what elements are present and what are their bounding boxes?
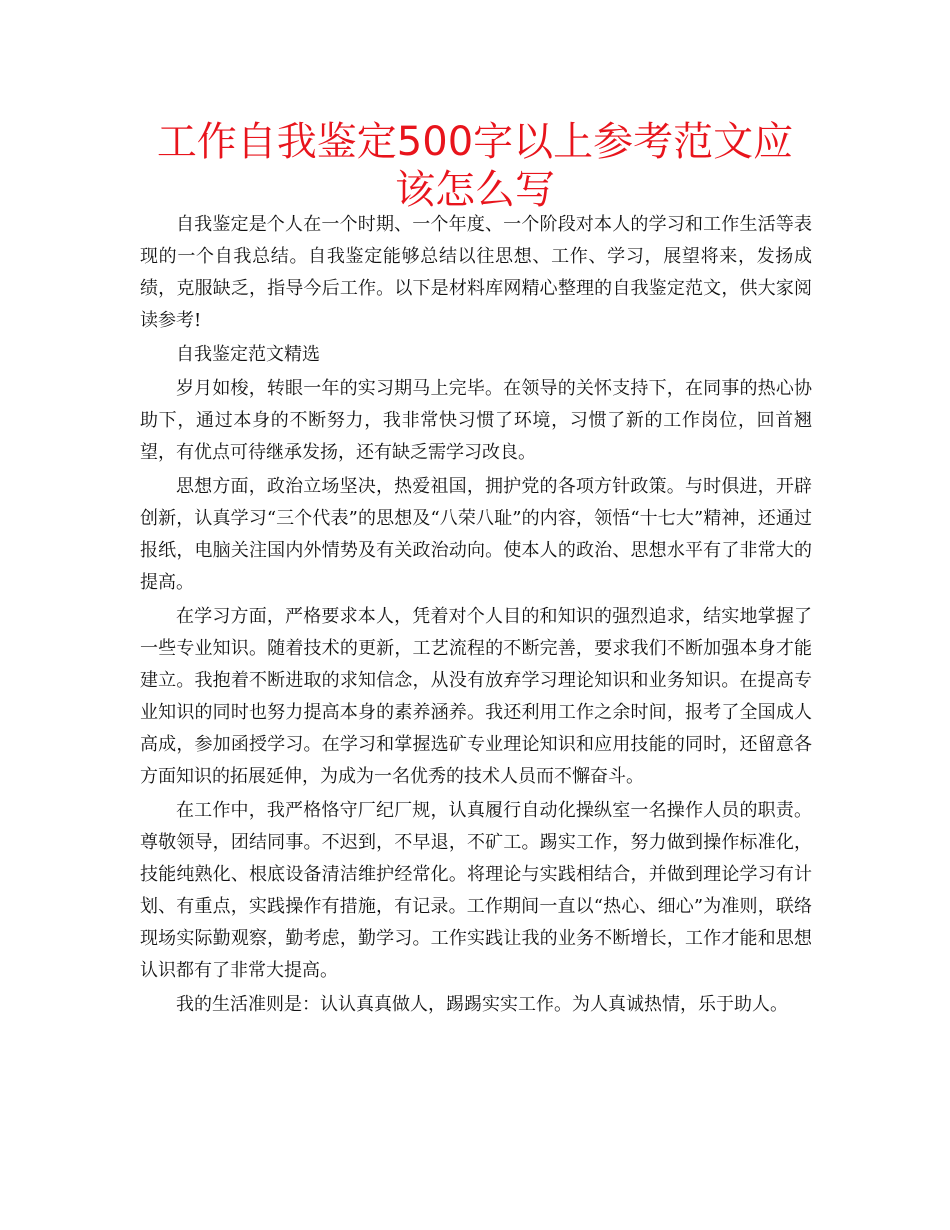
document-title: 工作自我鉴定500字以上参考范文应该怎么写 <box>156 119 794 213</box>
paragraph-work: 在工作中，我严格恪守厂纪厂规，认真履行自动化操纵室一名操作人员的职责。尊敬领导，团结同事。不迟到，不早退，不矿工。踢实工作，努力做到操作标准化，技能纯熟化、根底设备清洁维护经常化。将理论与实践相结合，并做到理论学习有计划、有重点，实践操作有措施，有记录。工作期间一直以“热心、细心”为准则，联络现场实际勤观察，勤考虑，勤学习。工作实践让我的业务不断增长，工作才能和思想认识都有了非常大提高。 <box>140 800 812 981</box>
paragraph-section-heading: 自我鉴定范文精选 <box>176 344 320 365</box>
document-body <box>140 209 812 1023</box>
paragraph-internship: 岁月如梭，转眼一年的实习期马上完毕。在领导的关怀支持下，在同事的热心协助下，通过本身的不断努力，我非常快习惯了环境，习惯了新的工作岗位，回首翘望，有优点可待继承发扬，还有缺乏需学习改良。 <box>140 378 812 463</box>
paragraph-intro: 自我鉴定是个人在一个时期、一个年度、一个阶段对本人的学习和工作生活等表现的一个自我总结。自我鉴定能够总结以往思想、工作、学习，展望将来，发扬成绩，克服缺乏，指导今后工作。以下是材料库网精心整理的自我鉴定范文，供大家阅读参考! <box>140 214 812 331</box>
paragraph-ideology: 思想方面，政治立场坚决，热爱祖国，拥护党的各项方针政策。与时俱进，开辟创新，认真学习“三个代表”的思想及“八荣八耻”的内容，领悟“十七大”精神，还通过报纸，电脑关注国内外情势及有关政治动向。使本人的政治、思想水平有了非常大的提高。 <box>140 476 812 593</box>
paragraph-study: 在学习方面，严格要求本人，凭着对个人目的和知识的强烈追求，结实地掌握了一些专业知识。随着技术的更新，工艺流程的不断完善，要求我们不断加强本身才能建立。我抱着不断进取的求知信念，从没有放弃学习理论知识和业务知识。在提高专业知识的同时也努力提高本身的素养涵养。我还利用工作之余时间，报考了全国成人高成，参加函授学习。在学习和掌握选矿专业理论知识和应用技能的同时，还留意各方面知识的拓展延伸，为成为一名优秀的技术人员而不懈奋斗。 <box>140 606 812 787</box>
paragraph-life: 我的生活准则是：认认真真做人，踢踢实实工作。为人真诚热情，乐于助人。 <box>176 994 788 1015</box>
